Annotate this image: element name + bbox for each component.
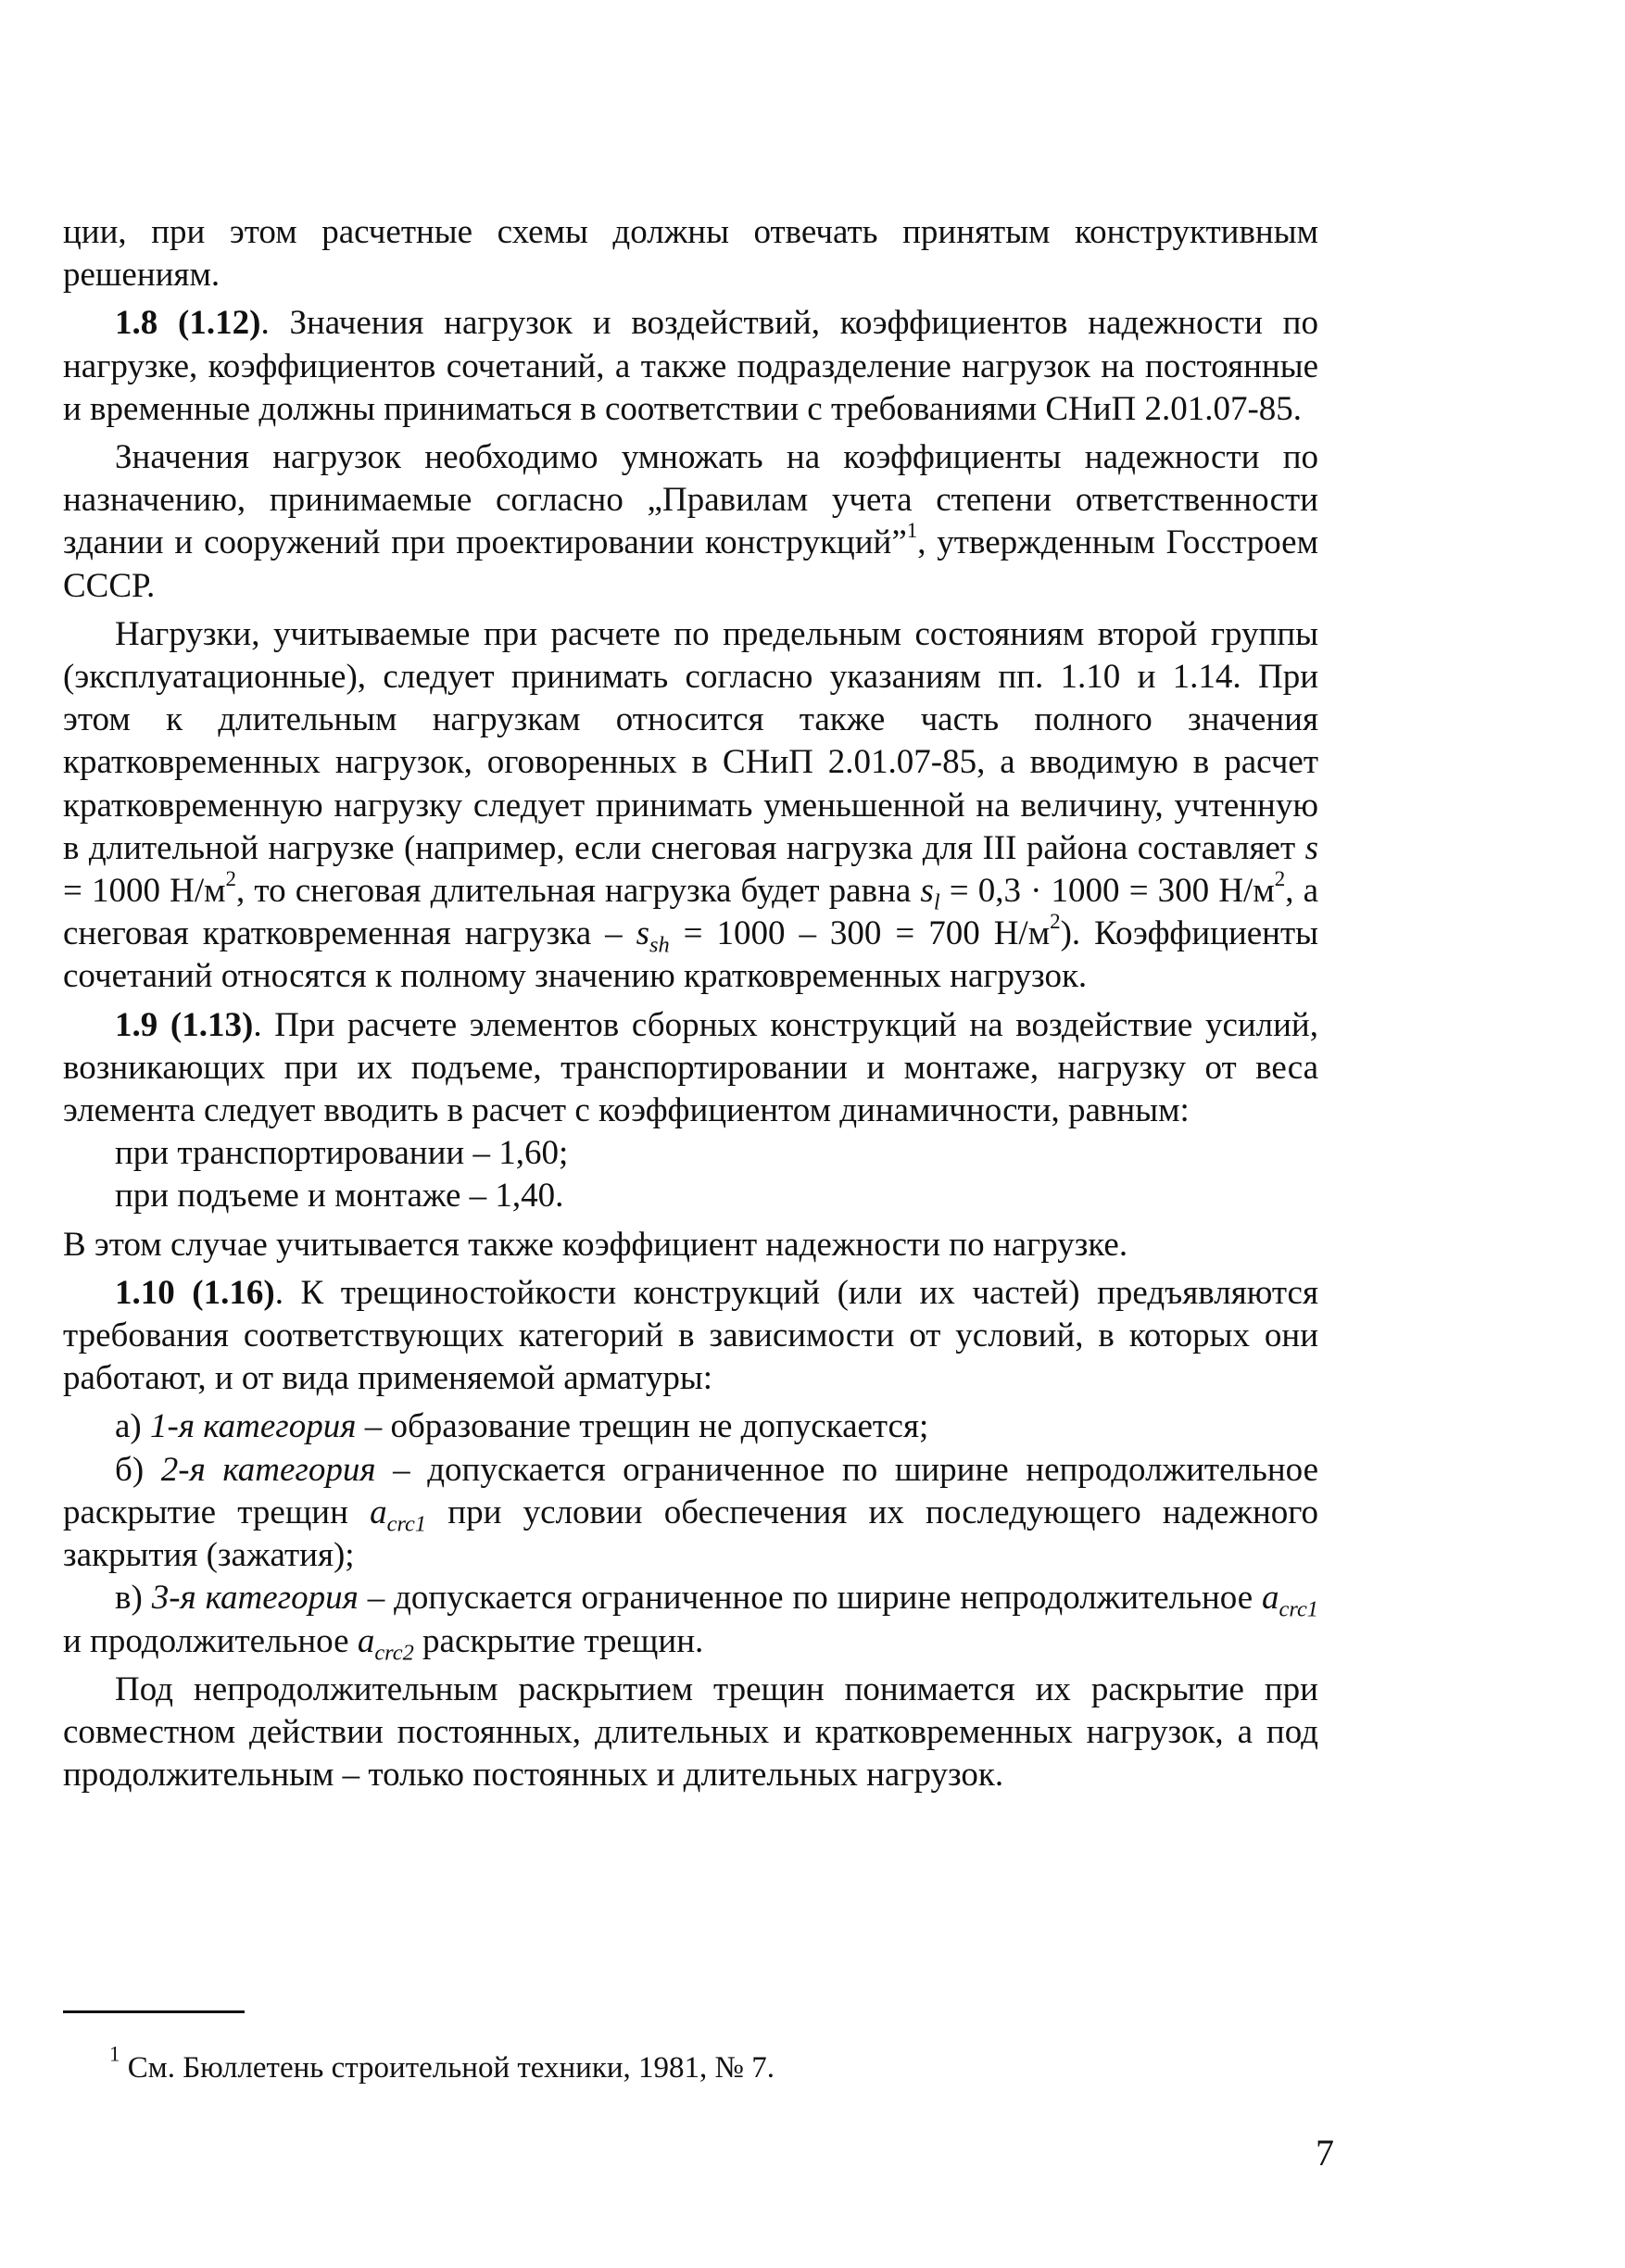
list-item-text: при транспортировании – 1,60; bbox=[115, 1134, 569, 1173]
paragraph-load-factors bbox=[63, 436, 1318, 608]
page-number: 7 bbox=[1316, 2132, 1334, 2174]
footnote-divider bbox=[63, 2010, 245, 2013]
section-1-8 bbox=[63, 302, 1318, 431]
section-number: 1.9 (1.13) bbox=[115, 1005, 254, 1044]
text-run: ). Коэффициенты сочетаний относятся к полному значению кратковременных нагрузок. bbox=[63, 914, 1318, 996]
category-label: 1-я категория bbox=[150, 1407, 357, 1446]
text-run: , то снеговая длительная нагрузка будет равна bbox=[236, 872, 921, 911]
body-text bbox=[63, 211, 1318, 1802]
list-item-b bbox=[63, 1449, 1318, 1578]
text-run: = 1000 Н/м bbox=[63, 872, 226, 911]
superscript: 2 bbox=[1050, 910, 1061, 934]
superscript: 2 bbox=[225, 866, 237, 890]
section-number: 1.8 (1.12) bbox=[115, 304, 261, 343]
text-run: = 1000 – 300 = 700 Н/м bbox=[669, 914, 1051, 953]
subscript: sh bbox=[649, 932, 670, 958]
list-item bbox=[63, 1175, 1318, 1217]
category-label: 3-я категория bbox=[151, 1579, 359, 1618]
list-marker: а) bbox=[115, 1407, 150, 1446]
subscript: crc1 bbox=[1279, 1596, 1319, 1622]
variable-s: s bbox=[920, 872, 934, 911]
list-item-text: при условии обеспечения их последующего надежного закрытия (зажатия); bbox=[63, 1493, 1318, 1575]
section-1-9 bbox=[63, 1004, 1318, 1133]
paragraph-text: Значения нагрузок необходимо умножать на коэффициенты надежности по назначению, принимаемые согласно „Правилам учета степени ответственности здании и сооружений при проектировании конструкций” bbox=[63, 438, 1318, 562]
superscript: 2 bbox=[1274, 866, 1286, 890]
list-item-text: и продолжительное bbox=[63, 1621, 358, 1660]
footnote-text: См. Бюллетень строительной техники, 1981, № 7. bbox=[120, 2051, 775, 2085]
footnote-reference: 1 bbox=[906, 519, 918, 543]
paragraph-note bbox=[63, 1224, 1318, 1266]
list-item-text: раскрытие трещин. bbox=[413, 1621, 704, 1660]
variable-a: a bbox=[370, 1493, 387, 1531]
footnote bbox=[109, 2041, 1221, 2086]
paragraph-text: Под непродолжительным раскрытием трещин понимается их раскрытие при совместном действии постоянных, длительных и кратковременных нагрузок, а под продолжительным – только постоянных и длительных нагрузок. bbox=[63, 1670, 1318, 1795]
category-label: 2-я категория bbox=[160, 1450, 376, 1489]
list-item bbox=[63, 1132, 1318, 1175]
paragraph-text: ции, при этом расчетные схемы должны отвечать принятым конструктивным решениям. bbox=[63, 213, 1318, 295]
list-item-text: – допускается ограниченное по ширине непродолжительное раскрытие трещин bbox=[63, 1450, 1319, 1531]
list-item-a bbox=[63, 1405, 1318, 1448]
subscript: crc1 bbox=[386, 1511, 427, 1537]
paragraph-crack-opening bbox=[63, 1669, 1318, 1797]
variable-a: a bbox=[357, 1621, 375, 1660]
list-item-text: – образование трещин не допускается; bbox=[356, 1407, 929, 1446]
list-item-text: при подъеме и монтаже – 1,40. bbox=[115, 1177, 564, 1216]
variable-s: s bbox=[1304, 828, 1318, 867]
list-marker: в) bbox=[115, 1579, 152, 1618]
paragraph-text: В этом случае учитывается также коэффициент надежности по нагрузке. bbox=[63, 1225, 1128, 1264]
list-item-c bbox=[63, 1577, 1319, 1666]
footnote-mark: 1 bbox=[109, 2041, 120, 2066]
paragraph-second-group-loads bbox=[63, 613, 1318, 999]
paragraph-text-tail: , утвержденным Госстроем СССР. bbox=[63, 523, 1318, 605]
variable-s: s bbox=[636, 914, 649, 953]
subscript: l bbox=[933, 889, 940, 915]
list-marker: б) bbox=[115, 1450, 161, 1489]
text-run: Нагрузки, учитываемые при расчете по предельным состояниям второй группы (эксплуатационные), следует принимать согласно указаниям пп. 1.10 и 1.14. При этом к длительным нагрузкам относится также часть полного значения кратковременных нагрузок, оговоренных в СНиП 2.01.07-85, а вводимую в расчет кратковременную нагрузку следует принимать уменьшенной на величину, учтенную в длительной нагрузке (например, если снеговая нагрузка для III района составляет bbox=[63, 614, 1318, 867]
section-text: . К трещиностойкости конструкций (или их частей) предъявляются требования соответствующих категорий в зависимости от условий, в которых они работают, и от вида применяемой арматуры: bbox=[63, 1273, 1318, 1398]
text-run: = 0,3 · 1000 = 300 Н/м bbox=[939, 872, 1275, 911]
subscript: crc2 bbox=[374, 1640, 414, 1666]
text-run: , а снеговая кратковременная нагрузка – bbox=[63, 872, 1319, 953]
section-1-10 bbox=[63, 1272, 1318, 1401]
paragraph-continued bbox=[63, 211, 1318, 296]
variable-a: a bbox=[1262, 1579, 1279, 1618]
list-item-text: – допускается ограниченное по ширине непродолжительное bbox=[358, 1579, 1263, 1618]
section-text: . При расчете элементов сборных конструкций на воздействие усилий, возникающих при их подъеме, транспортировании и монтаже, нагрузку от веса элемента следует вводить в расчет с коэффициентом динамичности, равным: bbox=[63, 1005, 1318, 1130]
section-text: . Значения нагрузок и воздействий, коэффициентов надежности по нагрузке, коэффициентов сочетаний, а также подразделение нагрузок на постоянные и временные должны приниматься в соответствии с требованиями СНиП 2.01.07-85. bbox=[63, 304, 1318, 428]
section-number: 1.10 (1.16) bbox=[115, 1273, 275, 1312]
